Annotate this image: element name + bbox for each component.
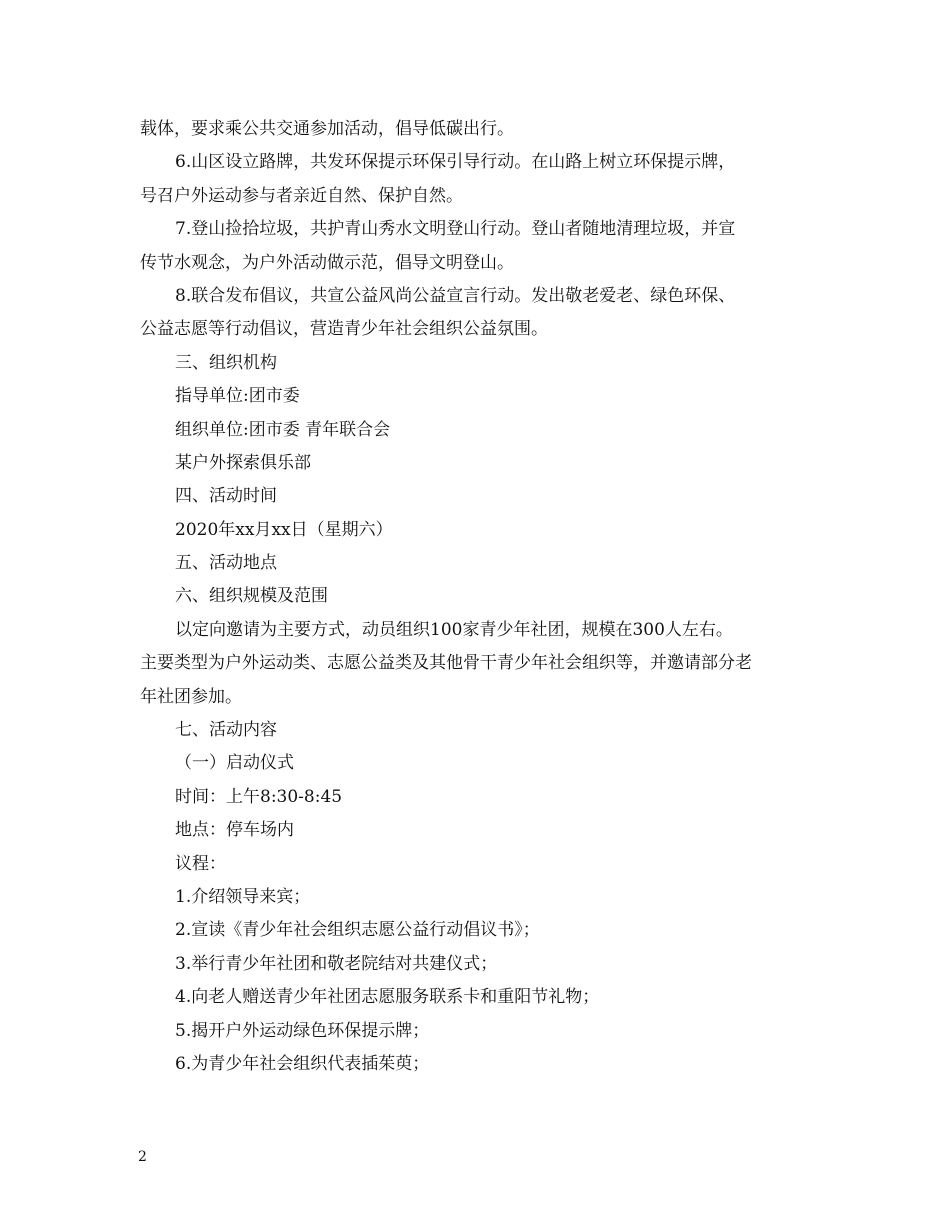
text-line: 主要类型为户外运动类、志愿公益类及其他骨干青少年社会组织等，并邀请部分老 [140,653,752,674]
text-line: 地点：停车场内 [175,820,294,841]
text-line: 某户外探索俱乐部 [175,452,311,473]
text-line: 7.登山捡拾垃圾，共护青山秀水文明登山行动。登山者随地清理垃圾，并宣 [175,219,736,240]
text-line: 以定向邀请为主要方式，动员组织100家青少年社团，规模在300人左右。 [175,619,733,640]
text-line: 指导单位:团市委 [175,386,300,407]
text-line: （一）启动仪式 [175,753,294,774]
text-line: 5.揭开户外运动绿色环保提示牌； [175,1020,430,1041]
document-body [140,113,820,1081]
text-line: 三、组织机构 [175,352,277,373]
text-line: 4.向老人赠送青少年社团志愿服务联系卡和重阳节礼物； [175,987,600,1008]
text-line: 号召户外运动参与者亲近自然、保护自然。 [140,185,463,206]
text-line: 公益志愿等行动倡议，营造青少年社会组织公益氛围。 [140,319,548,340]
text-line: 6.为青少年社会组织代表插茱萸； [175,1053,430,1074]
text-line: 五、活动地点 [175,553,277,574]
text-line: 1.介绍领导来宾； [175,886,311,907]
text-line: 传节水观念，为户外活动做示范，倡导文明登山。 [140,252,514,273]
text-line: 8.联合发布倡议，共宣公益风尚公益宣言行动。发出敬老爱老、绿色环保、 [175,285,736,306]
text-line: 四、活动时间 [175,486,277,507]
text-line: 组织单位:团市委 青年联合会 [175,419,391,440]
text-line: 2.宣读《青少年社会组织志愿公益行动倡议书》； [175,920,540,941]
text-line: 七、活动内容 [175,720,277,741]
text-line: 时间：上午8:30-8:45 [175,786,343,807]
text-line: 载体，要求乘公共交通参加活动，倡导低碳出行。 [140,119,514,139]
text-line: 6.山区设立路牌，共发环保提示环保引导行动。在山路上树立环保提示牌， [175,152,736,173]
text-line: 年社团参加。 [140,686,242,707]
page-number: 2 [138,1149,147,1165]
text-line: 议程： [175,853,226,874]
text-line: 六、组织规模及范围 [175,586,328,607]
text-line: 3.举行青少年社团和敬老院结对共建仪式； [175,953,498,974]
text-line: 2020年xx月xx日（星期六） [175,519,393,540]
